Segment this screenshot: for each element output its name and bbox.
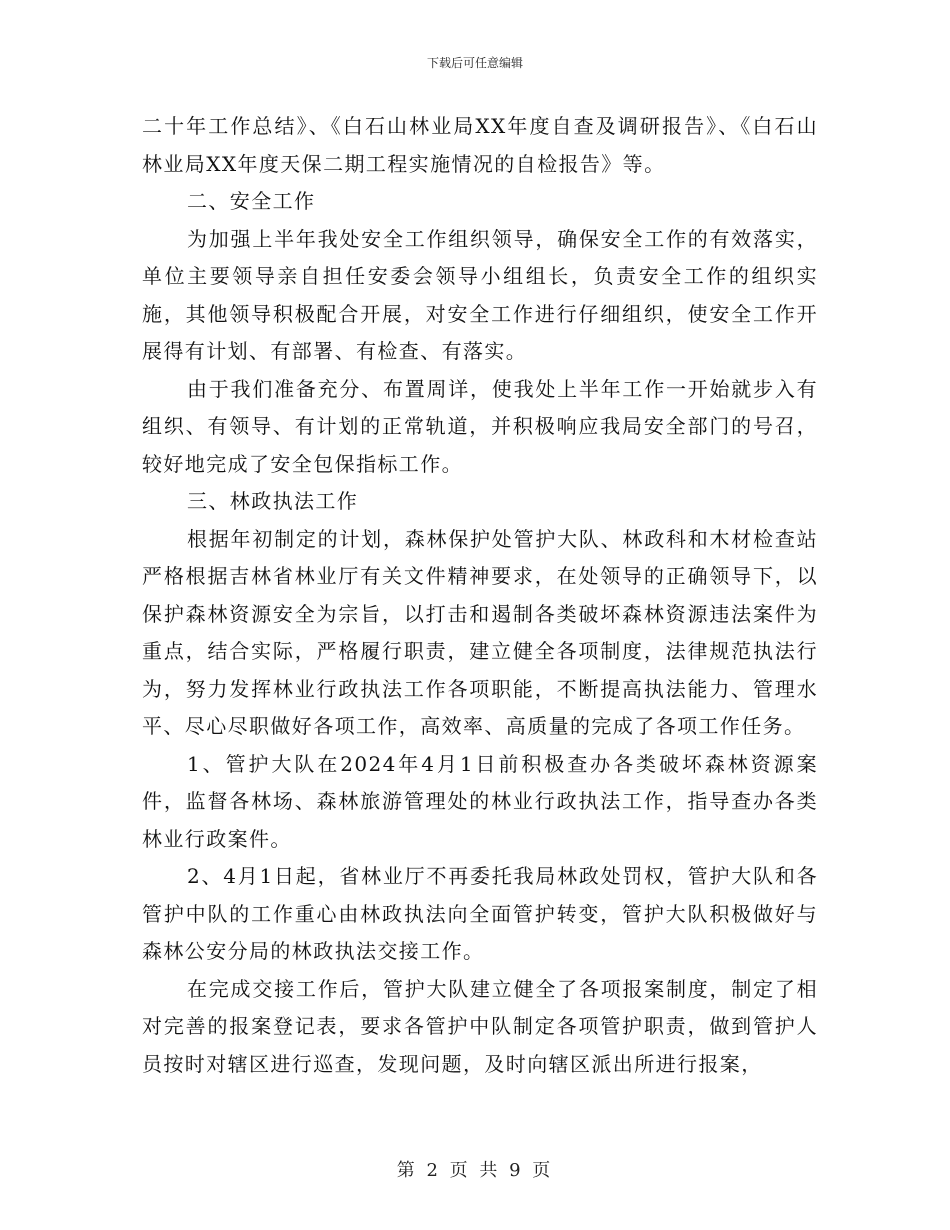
section-heading: 三、林政执法工作: [187, 489, 359, 513]
section-heading: 二、安全工作: [187, 189, 316, 213]
document-body: [142, 108, 818, 1083]
page-header: 下载后可任意编辑: [426, 56, 523, 70]
paragraph: 二十年工作总结》、《白石山林业局XX年度自查及调研报告》、《白石山林业局XX年度天保二期工程实施情况的自检报告》等。: [142, 114, 818, 176]
paragraph: 根据年初制定的计划，森林保护处管护大队、林政科和木材检查站严格根据吉林省林业厅有关文件精神要求，在处领导的正确领导下，以保护森林资源安全为宗旨，以打击和遏制各类破坏森林资源违法案件为重点，结合实际，严格履行职责，建立健全各项制度，法律规范执法行为，努力发挥林业行政执法工作各项职能，不断提高执法能力、管理水平、尽心尽职做好各项工作，高效率、高质量的完成了各项工作任务。: [142, 526, 818, 738]
paragraph: 在完成交接工作后，管护大队建立健全了各项报案制度，制定了相对完善的报案登记表，要求各管护中队制定各项管护职责，做到管护人员按时对辖区进行巡查，发现问题，及时向辖区派出所进行报案，: [142, 976, 818, 1076]
page-number: 第 2 页 共 9 页: [396, 1160, 554, 1181]
paragraph: 1、管护大队在2024年4月1日前积极查办各类破坏森林资源案件，监督各林场、森林旅游管理处的林业行政执法工作，指导查办各类林业行政案件。: [142, 751, 818, 851]
paragraph: 2、4月1日起，省林业厅不再委托我局林政处罚权，管护大队和各管护中队的工作重心由林政执法向全面管护转变，管护大队积极做好与森林公安分局的林政执法交接工作。: [142, 864, 818, 963]
paragraph: 为加强上半年我处安全工作组织领导，确保安全工作的有效落实，单位主要领导亲自担任安委会领导小组组长，负责安全工作的组织实施，其他领导积极配合开展，对安全工作进行仔细组织，使安全工作开展得有计划、有部署、有检查、有落实。: [142, 226, 818, 363]
paragraph: 由于我们准备充分、布置周详，使我处上半年工作一开始就步入有组织、有领导、有计划的正常轨道，并积极响应我局安全部门的号召，较好地完成了安全包保指标工作。: [142, 376, 818, 476]
